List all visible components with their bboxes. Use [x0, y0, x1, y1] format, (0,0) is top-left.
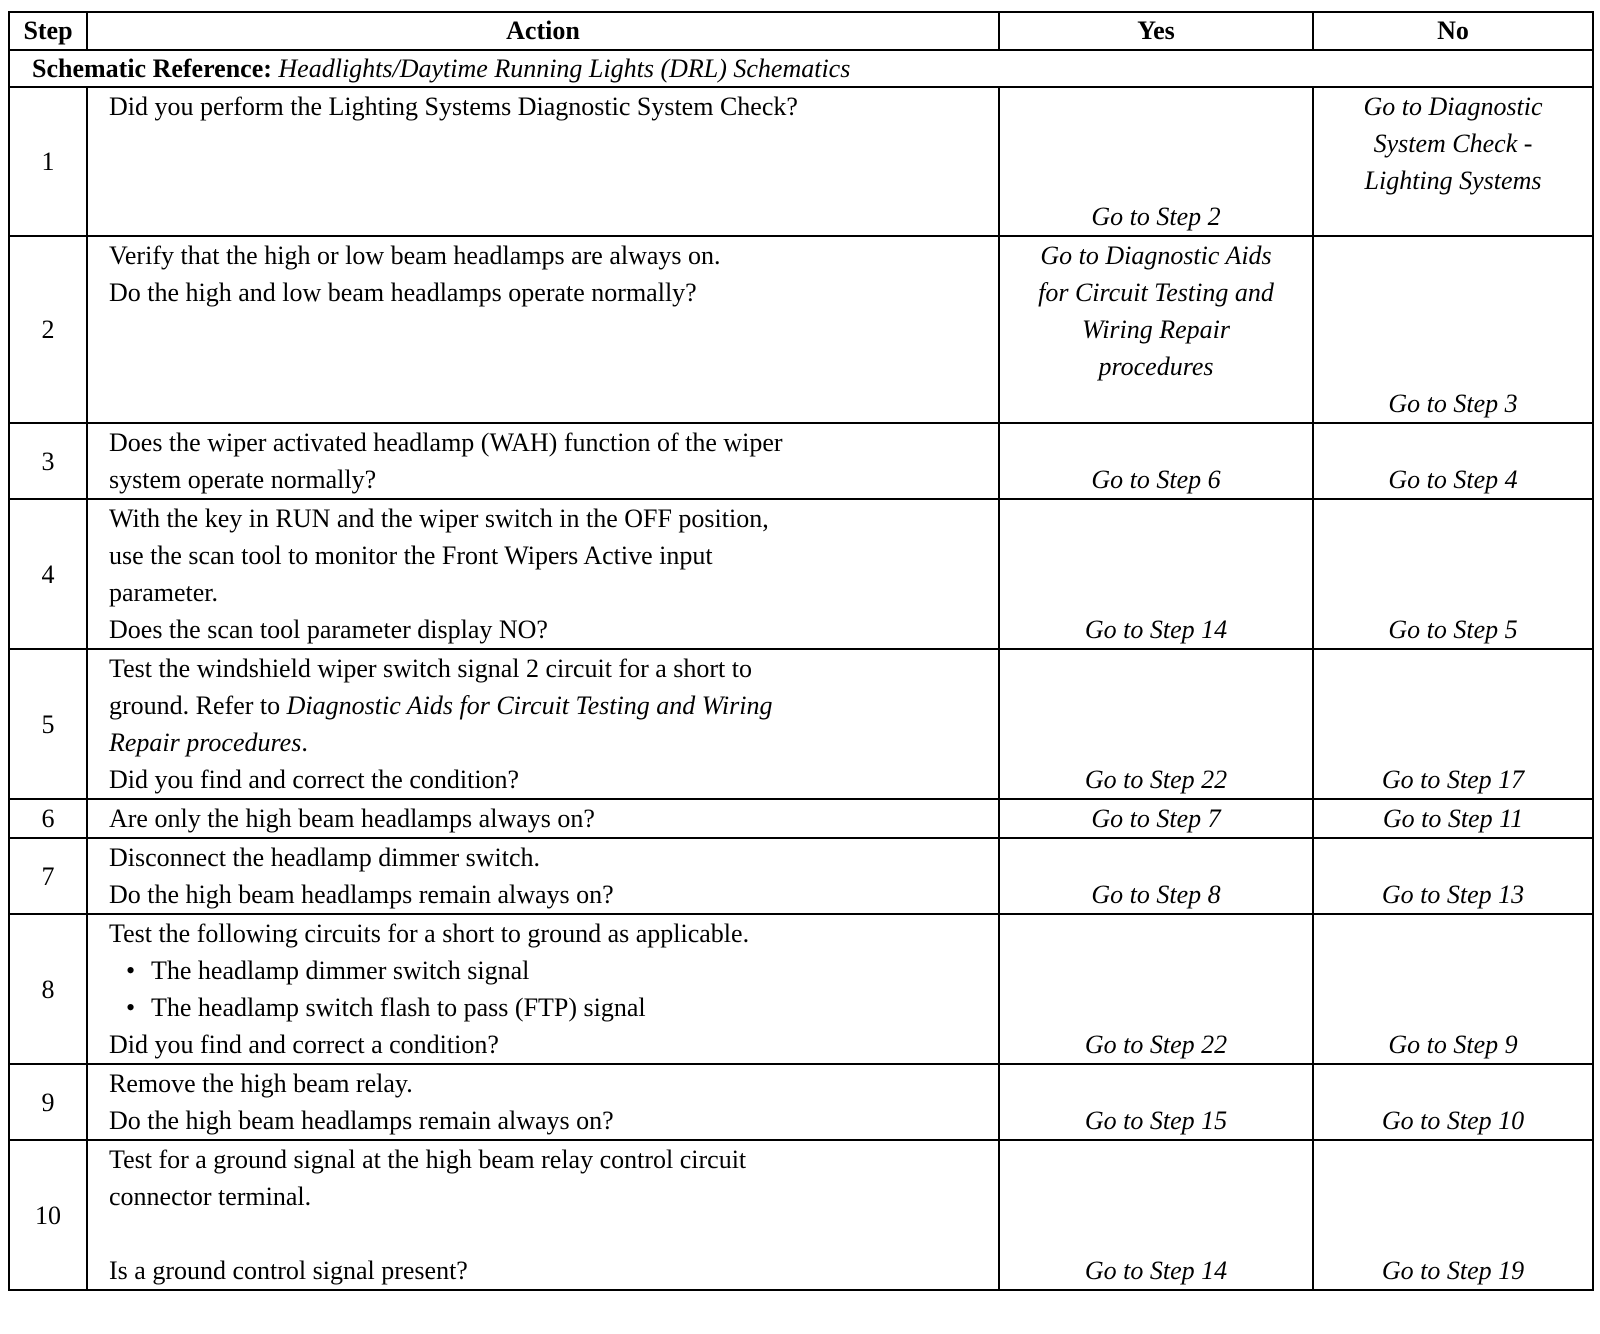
- action-cell: [87, 423, 999, 499]
- action-cell: [87, 1064, 999, 1140]
- action-spacer: [109, 1215, 990, 1252]
- action-text: Are only the high beam headlamps always on?: [109, 804, 595, 833]
- step-number: 7: [9, 838, 87, 914]
- no-link[interactable]: Go to Step 5: [1313, 499, 1593, 649]
- action-text: Is a ground control signal present?: [109, 1256, 468, 1285]
- no-link[interactable]: Go to Step 19: [1313, 1140, 1593, 1290]
- action-cell: [87, 236, 999, 423]
- reference-link[interactable]: Repair procedures: [109, 728, 302, 757]
- yes-link[interactable]: Go to Step 22: [999, 914, 1313, 1064]
- yes-link[interactable]: Go to Step 7: [999, 799, 1313, 838]
- no-link[interactable]: Go to Step 3: [1313, 236, 1593, 423]
- step-number: 5: [9, 649, 87, 799]
- action-text: [109, 687, 990, 724]
- action-cell: [87, 499, 999, 649]
- action-cell: [87, 649, 999, 799]
- action-text: Does the scan tool parameter display NO?: [109, 615, 548, 644]
- bullet-icon: •: [126, 993, 136, 1022]
- action-text: Do the high and low beam headlamps operate normally?: [109, 278, 697, 307]
- no-link[interactable]: Go to Step 11: [1313, 799, 1593, 838]
- step-number: 2: [9, 236, 87, 423]
- action-text: Did you perform the Lighting Systems Diagnostic System Check?: [109, 92, 798, 121]
- action-cell: [87, 799, 999, 838]
- no-text: System Check -: [1373, 129, 1533, 158]
- table-row: [9, 1140, 1593, 1290]
- no-text: Lighting Systems: [1364, 166, 1542, 195]
- no-link[interactable]: Go to Step 4: [1313, 423, 1593, 499]
- action-cell: [87, 914, 999, 1064]
- table-row: [9, 423, 1593, 499]
- step-number: 9: [9, 1064, 87, 1140]
- action-text: connector terminal.: [109, 1182, 312, 1211]
- yes-link[interactable]: Go to Step 15: [999, 1064, 1313, 1140]
- action-text: system operate normally?: [109, 465, 377, 494]
- yes-text: Go to Diagnostic Aids: [1040, 241, 1272, 270]
- table-row: [9, 838, 1593, 914]
- header-action: Action: [87, 12, 999, 50]
- no-link[interactable]: Go to Step 13: [1313, 838, 1593, 914]
- bullet-item: [109, 952, 990, 989]
- diagnostic-table: [8, 11, 1594, 1291]
- step-number: 10: [9, 1140, 87, 1290]
- action-text: Does the wiper activated headlamp (WAH) function of the wiper: [109, 428, 783, 457]
- table-row: [9, 87, 1593, 236]
- action-text: Do the high beam headlamps remain always on?: [109, 1106, 614, 1135]
- bullet-text: The headlamp dimmer switch signal: [151, 956, 530, 985]
- header-step: Step: [9, 12, 87, 50]
- step-number: 1: [9, 87, 87, 236]
- no-link[interactable]: [1313, 87, 1593, 236]
- step-number: 3: [9, 423, 87, 499]
- action-text: Disconnect the headlamp dimmer switch.: [109, 843, 541, 872]
- yes-text: procedures: [1098, 352, 1214, 381]
- yes-link[interactable]: Go to Step 14: [999, 499, 1313, 649]
- action-text: Do the high beam headlamps remain always on?: [109, 880, 614, 909]
- action-text: Test for a ground signal at the high beam relay control circuit: [109, 1145, 747, 1174]
- action-text: Did you find and correct the condition?: [109, 765, 520, 794]
- table-row: [9, 799, 1593, 838]
- action-cell: [87, 838, 999, 914]
- action-text-plain: .: [301, 728, 308, 757]
- yes-link[interactable]: Go to Step 8: [999, 838, 1313, 914]
- no-link[interactable]: Go to Step 9: [1313, 914, 1593, 1064]
- schematic-reference-label: Schematic Reference:: [32, 53, 272, 83]
- step-number: 8: [9, 914, 87, 1064]
- action-text: use the scan tool to monitor the Front Wipers Active input: [109, 541, 713, 570]
- yes-link[interactable]: [999, 236, 1313, 423]
- table-row: [9, 499, 1593, 649]
- bullet-item: [109, 989, 990, 1026]
- yes-text: Wiring Repair: [1081, 315, 1231, 344]
- schematic-reference-row: [9, 50, 1593, 87]
- action-cell: [87, 1140, 999, 1290]
- step-number: 6: [9, 799, 87, 838]
- action-text: Remove the high beam relay.: [109, 1069, 413, 1098]
- no-link[interactable]: Go to Step 17: [1313, 649, 1593, 799]
- no-link[interactable]: Go to Step 10: [1313, 1064, 1593, 1140]
- yes-text: for Circuit Testing and: [1038, 278, 1274, 307]
- bullet-text: The headlamp switch flash to pass (FTP) signal: [151, 993, 646, 1022]
- action-text-plain: ground. Refer to: [109, 691, 287, 720]
- action-text: parameter.: [109, 578, 218, 607]
- yes-link[interactable]: Go to Step 2: [999, 87, 1313, 236]
- table-row: [9, 236, 1593, 423]
- header-yes: Yes: [999, 12, 1313, 50]
- yes-link[interactable]: Go to Step 22: [999, 649, 1313, 799]
- table-row: [9, 914, 1593, 1064]
- schematic-reference-value: Headlights/Daytime Running Lights (DRL) Schematics: [278, 53, 851, 83]
- action-text: Test the following circuits for a short to ground as applicable.: [109, 919, 750, 948]
- action-text: With the key in RUN and the wiper switch in the OFF position,: [109, 504, 769, 533]
- action-cell: [87, 87, 999, 236]
- reference-link[interactable]: Diagnostic Aids for Circuit Testing and Wiring: [286, 691, 773, 720]
- action-text: [109, 724, 990, 761]
- header-no: No: [1313, 12, 1593, 50]
- bullet-icon: •: [126, 956, 136, 985]
- no-text: Go to Diagnostic: [1363, 92, 1543, 121]
- action-text: Did you find and correct a condition?: [109, 1030, 499, 1059]
- action-text: Verify that the high or low beam headlamps are always on.: [109, 241, 721, 270]
- schematic-reference-cell: [9, 50, 1593, 87]
- yes-link[interactable]: Go to Step 14: [999, 1140, 1313, 1290]
- yes-link[interactable]: Go to Step 6: [999, 423, 1313, 499]
- step-number: 4: [9, 499, 87, 649]
- header-row: [9, 12, 1593, 50]
- table-row: [9, 649, 1593, 799]
- table-row: [9, 1064, 1593, 1140]
- action-text: Test the windshield wiper switch signal 2 circuit for a short to: [109, 654, 752, 683]
